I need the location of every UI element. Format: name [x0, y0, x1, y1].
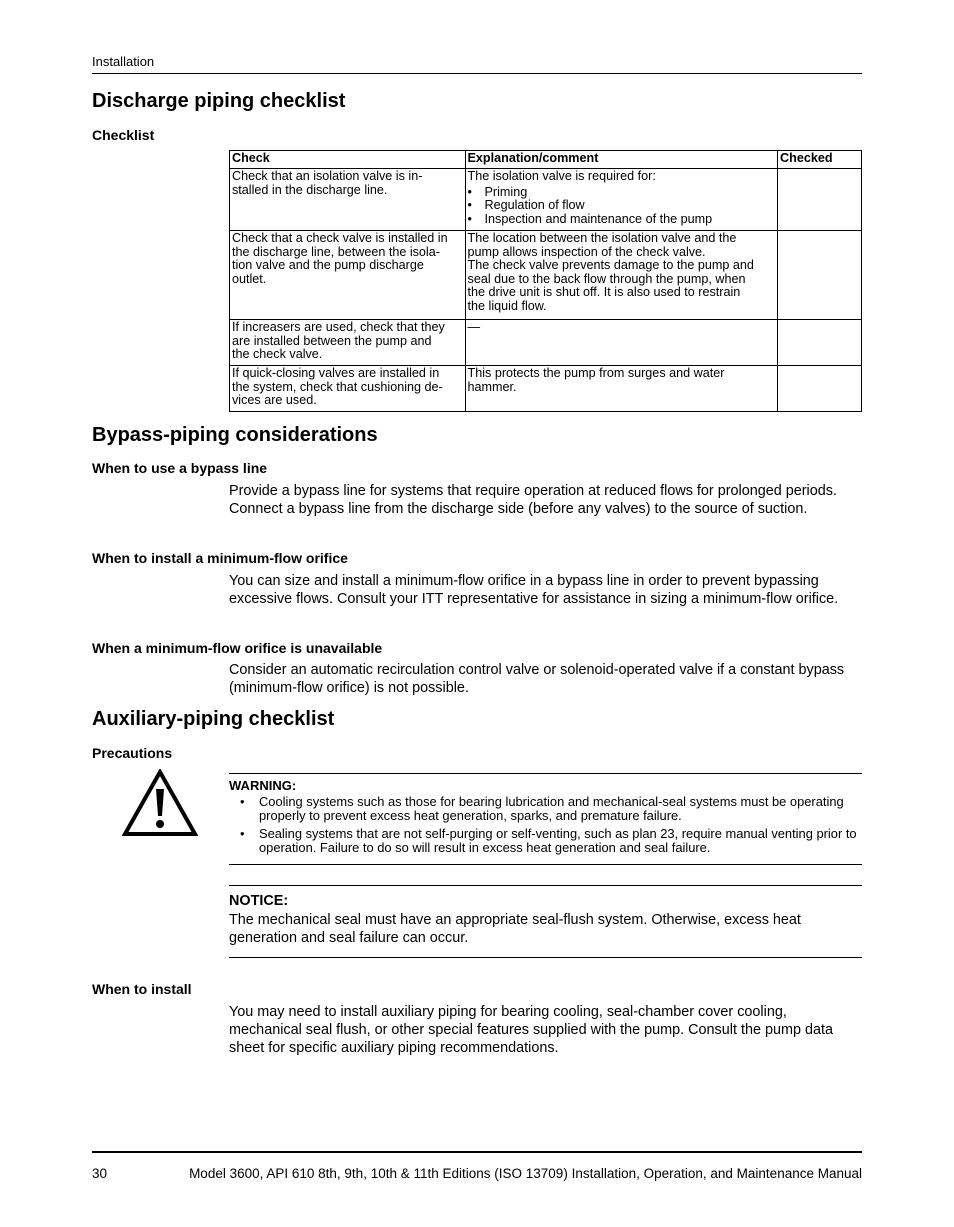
- table-header-row: [230, 151, 862, 169]
- comment-text: —: [467, 320, 481, 334]
- comment-text: The isolation valve is required for:: [467, 169, 656, 183]
- list-item: • Priming: [468, 186, 776, 200]
- comment-cell: [465, 366, 778, 412]
- checked-cell[interactable]: [778, 366, 862, 412]
- comment-cell: [465, 231, 778, 320]
- discharge-section-title: Discharge piping checklist: [92, 90, 346, 112]
- when-to-use-bypass-heading: When to use a bypass line: [92, 460, 268, 476]
- comment-bullet-list: [468, 186, 776, 227]
- column-header-checked: Checked: [778, 151, 862, 169]
- comment-cell: [465, 320, 778, 366]
- check-cell: [230, 169, 466, 231]
- checked-cell[interactable]: [778, 231, 862, 320]
- header-rule: [92, 73, 862, 74]
- list-item: • Regulation of flow: [468, 199, 776, 213]
- list-item: • Sealing systems that are not self-purging or self-venting, such as plan 23, require manual venting prior to operation. Failure to do so will result in excess heat generation and seal failure.: [229, 827, 862, 854]
- when-to-install-text: You may need to install auxiliary piping for bearing cooling, seal-chamber cover cooling, mechanical seal flush, or other special features supplied with the pump. Consult the pump data sheet for specific auxiliary piping recommendations.: [229, 1004, 833, 1057]
- list-item: • Cooling systems such as those for bearing lubrication and mechanical-seal systems must be operating properly to prevent excess heat generation, sparks, and premature failure.: [229, 795, 862, 822]
- check-text: If increasers are used, check that they are installed between the pump and the check valve.: [232, 320, 445, 362]
- check-text: Check that an isolation valve is in- stalled in the discharge line.: [232, 169, 423, 197]
- notice-top-rule: [229, 885, 862, 886]
- table-row: [230, 366, 862, 412]
- comment-text: The location between the isolation valve and the pump allows inspection of the check valve. The check valve prevents damage to the pump and seal due to the back flow through the pump, when the drive unit is shut off. It is also used to restrain the liquid flow.: [467, 231, 754, 313]
- column-header-check: Check: [230, 151, 466, 169]
- orifice-unavailable-heading: When a minimum-flow orifice is unavailable: [92, 640, 383, 656]
- orifice-unavailable-text: Consider an automatic recirculation control valve or solenoid-operated valve if a constant bypass (minimum-flow orifice) is not possible.: [229, 662, 845, 697]
- notice-bottom-rule: [229, 957, 862, 958]
- running-header: Installation: [92, 54, 155, 69]
- bypass-section-title: Bypass-piping considerations: [92, 424, 378, 446]
- warning-bottom-rule: [229, 864, 862, 865]
- notice-text: The mechanical seal must have an appropriate seal-flush system. Otherwise, excess heat generation and seal failure can occur.: [229, 912, 801, 947]
- column-header-comment: Explanation/comment: [465, 151, 778, 169]
- when-to-use-bypass-text: Provide a bypass line for systems that require operation at reduced flows for prolonged periods. Connect a bypass line from the discharge side (before any valves) to the source of suction.: [229, 483, 837, 518]
- when-to-install-orifice-heading: When to install a minimum-flow orifice: [92, 550, 348, 566]
- when-to-install-orifice-text: You can size and install a minimum-flow orifice in a bypass line in order to prevent bypassing excessive flows. Consult your ITT representative for assistance in sizing a minimum-flow orifice.: [229, 573, 839, 608]
- warning-top-rule: [229, 773, 862, 774]
- check-cell: [230, 231, 466, 320]
- auxiliary-section-title: Auxiliary-piping checklist: [92, 708, 335, 730]
- checked-cell[interactable]: [778, 169, 862, 231]
- page-number: 30: [92, 1166, 108, 1181]
- check-text: Check that a check valve is installed in the discharge line, between the isola- tion valve and the pump discharge outlet.: [232, 231, 448, 286]
- footer-rule: [92, 1151, 862, 1153]
- warning-triangle-icon: [122, 769, 198, 837]
- check-text: If quick-closing valves are installed in the system, check that cushioning de- vices are used.: [232, 366, 443, 408]
- footer-manual-title: Model 3600, API 610 8th, 9th, 10th & 11th Editions (ISO 13709) Installation, Operation, and Maintenance Manual: [189, 1166, 862, 1181]
- checked-cell[interactable]: [778, 320, 862, 366]
- when-to-install-heading: When to install: [92, 981, 192, 997]
- notice-title: NOTICE:: [229, 893, 289, 909]
- table-row: [230, 169, 862, 231]
- comment-cell: [465, 169, 778, 231]
- table-row: [230, 320, 862, 366]
- list-item: • Inspection and maintenance of the pump: [468, 213, 776, 227]
- check-cell: [230, 366, 466, 412]
- warning-list: [229, 795, 862, 859]
- discharge-checklist-table: [229, 150, 862, 412]
- comment-text: This protects the pump from surges and water hammer.: [467, 366, 725, 394]
- check-cell: [230, 320, 466, 366]
- warning-title: WARNING:: [229, 778, 297, 793]
- table-row: [230, 231, 862, 320]
- checklist-heading: Checklist: [92, 127, 155, 143]
- precautions-heading: Precautions: [92, 745, 173, 761]
